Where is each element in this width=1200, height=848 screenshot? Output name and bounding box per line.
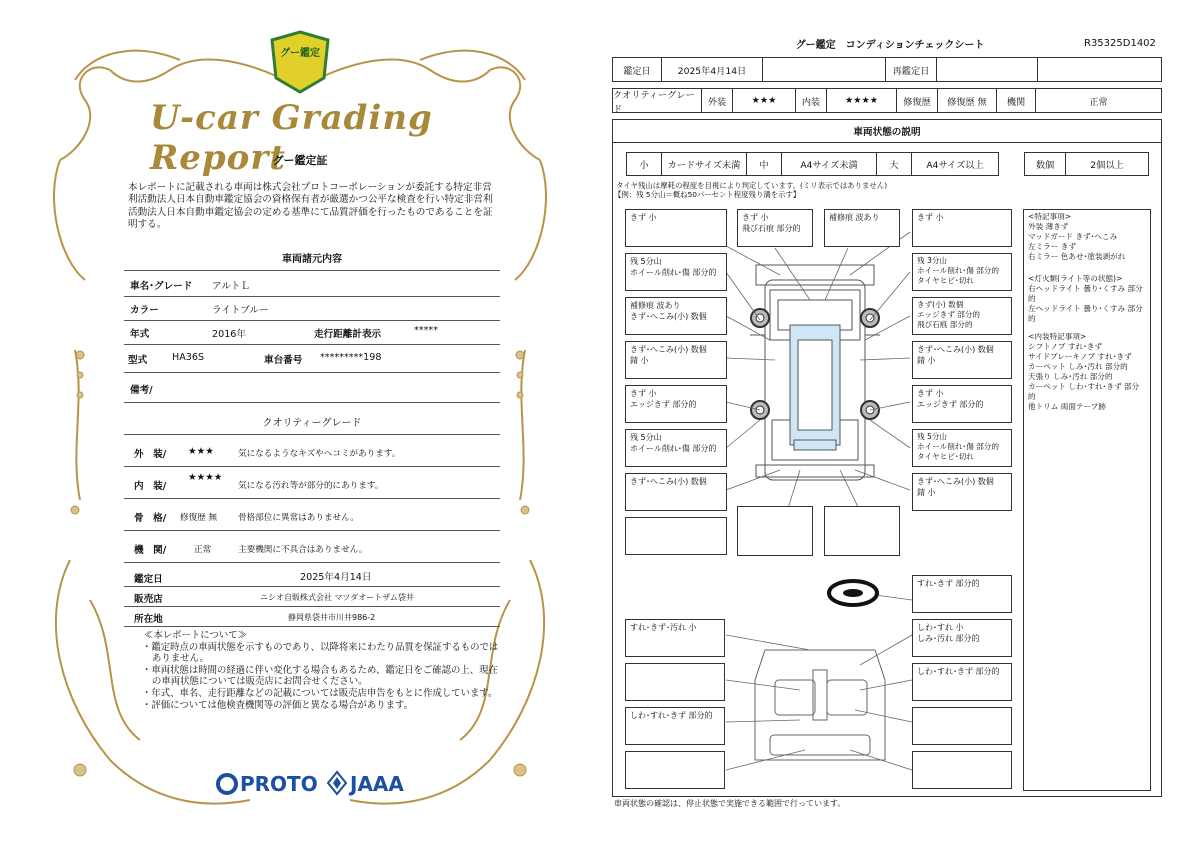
info-row-address — [124, 606, 500, 627]
repair-label: 修復歴 — [896, 88, 938, 113]
exterior-text: 気になるようなキズやヘコミがあります。 — [238, 449, 401, 459]
lights-heading: <灯火類(ライト等の状態)> — [1028, 274, 1123, 283]
interior-label: 内 装/ — [134, 481, 167, 492]
year-value: 2016年 — [212, 329, 247, 340]
date-label: 鑑定日 — [612, 57, 662, 82]
quality-row-frame — [124, 498, 500, 531]
damage-box — [625, 297, 727, 335]
damage-text: きず 小 — [917, 389, 944, 398]
damage-box — [625, 209, 727, 247]
date-label: 鑑定日 — [134, 574, 163, 585]
special-item: シフトノブ すれ･きず — [1028, 342, 1103, 351]
legend-large: 大 — [876, 152, 912, 176]
color-value: ライトブルー — [212, 305, 269, 316]
damage-box — [625, 385, 727, 423]
tire-note-example: 【例：残 5分山＝概ね50パーセント程度残り溝を示す】 — [614, 190, 801, 199]
name-value: アルトＬ — [212, 281, 250, 292]
certificate-title: グー鑑定証 — [272, 154, 328, 167]
damage-text: きず 小 — [917, 213, 944, 222]
quality-grade-label: クオリティーグレード — [612, 88, 702, 113]
frame-text: 骨格部位に異常はありません。 — [238, 513, 359, 523]
mileage-value: ***** — [414, 325, 438, 336]
spec-row-remarks — [124, 372, 500, 403]
proto-logo-text: PROTO — [240, 772, 318, 796]
steering-wheel-icon — [826, 578, 880, 608]
name-label: 車名･グレード — [130, 281, 193, 292]
special-item: 外装 薄きず — [1028, 222, 1069, 231]
address-label: 所在地 — [134, 614, 163, 625]
damage-text: 錆 小 — [630, 356, 649, 365]
damage-box — [625, 341, 727, 379]
damage-box — [824, 209, 900, 247]
damage-text: 飛び石痕 部分的 — [917, 320, 973, 329]
note-item: ・評価については他検査機関等の評価と異なる場合があります。 — [142, 699, 413, 711]
interior-stars: ★★★★ — [188, 472, 223, 483]
damage-text: きず(小) 数個 — [917, 300, 964, 309]
report-script-title: U-car Grading Report — [150, 98, 433, 178]
engine-value: 正常 — [1035, 88, 1162, 113]
damage-text: きず･へこみ(小) 数個 — [917, 477, 994, 486]
exterior-stars: ★★★ — [188, 446, 214, 457]
quality-heading: クオリティーグレード — [262, 418, 362, 429]
damage-text: きず 小 — [742, 213, 769, 222]
damage-box — [737, 506, 813, 556]
special-item: 他トリム 両面テープ跡 — [1028, 402, 1106, 411]
sheet-title: グー鑑定 コンディションチェックシート — [795, 40, 985, 51]
quality-row-engine — [124, 530, 500, 563]
special-heading: <特記事項> — [1028, 212, 1072, 221]
legend-mid: 中 — [746, 152, 782, 176]
note-item: ・鑑定時点の車両状態を示すものであり、以降将来にわたり品質を保証するものではありません。 — [142, 641, 499, 665]
damage-box — [625, 429, 727, 467]
damage-box — [912, 385, 1012, 423]
year-label: 年式 — [130, 329, 150, 340]
damage-text: しわ･すれ･きず 部分的 — [630, 711, 713, 720]
spec-row-name — [124, 272, 500, 297]
interior-stars: ★★★★ — [826, 88, 897, 113]
redate-label: 再鑑定日 — [885, 57, 937, 82]
spec-row-year — [124, 320, 500, 345]
damage-text: エッジきず 部分的 — [917, 310, 981, 319]
damage-box — [912, 341, 1012, 379]
document-id: R35325D1402 — [1084, 38, 1156, 49]
special-item: 天張り しみ･汚れ 部分的 — [1028, 372, 1113, 381]
damage-text: 残 3分山 — [917, 256, 948, 265]
legend-count: 数個 — [1024, 152, 1066, 176]
damage-text: 残 5分山 — [630, 257, 662, 266]
engine-text: 主要機関に不具合はありません。 — [238, 545, 368, 555]
special-item: 左ヘッドライト 曇り･くすみ 部分的 — [1028, 304, 1143, 323]
quality-row-exterior — [124, 436, 500, 467]
damage-text: 飛び石痕 部分的 — [742, 224, 801, 233]
damage-text: 残 5分山 — [630, 433, 662, 442]
mileage-label: 走行距離計表示 — [314, 329, 382, 340]
damage-box — [625, 473, 727, 511]
damage-box — [625, 517, 727, 555]
damage-text: エッジきず 部分的 — [917, 400, 984, 409]
damage-text: ホイール削れ･傷 部分的 — [630, 444, 717, 453]
damage-box — [912, 663, 1012, 701]
damage-text: 錆 小 — [917, 488, 936, 497]
engine-label: 機 関/ — [134, 545, 167, 556]
damage-box — [625, 707, 725, 745]
damage-box — [912, 707, 1012, 745]
damage-box — [912, 209, 1012, 247]
interior-heading: <内装特記事項> — [1028, 332, 1087, 341]
condition-check-sheet — [600, 0, 1200, 848]
special-item: マッドガード きず･へこみ — [1028, 232, 1118, 241]
damage-box — [625, 663, 725, 701]
legend-small: 小 — [626, 152, 662, 176]
damage-text: きず 小 — [630, 213, 657, 222]
damage-text: 補修痕 波あり — [829, 213, 880, 222]
engine-label: 機関 — [996, 88, 1036, 113]
damage-text: タイヤヒビ･切れ — [917, 452, 974, 461]
spec-row-color — [124, 296, 500, 321]
damage-text: 補修痕 波あり — [630, 301, 681, 310]
date-value: 2025年4月14日 — [661, 57, 763, 82]
damage-box — [625, 253, 727, 291]
spec-row-model — [124, 344, 500, 373]
damage-text: エッジきず 部分的 — [630, 400, 697, 409]
legend-mid-desc: A4サイズ未満 — [781, 152, 877, 176]
damage-text: ホイール削れ･傷 部分的 — [917, 266, 999, 275]
interior-text: 気になる汚れ等が部分的にあります。 — [238, 481, 384, 491]
damage-box — [912, 297, 1012, 335]
damage-text: しわ･すれ･きず 部分的 — [917, 667, 1000, 676]
interior-label: 内装 — [795, 88, 827, 113]
damage-text: きず･へこみ(小) 数個 — [630, 312, 707, 321]
damage-text: しわ･すれ 小 — [917, 623, 964, 632]
chassis-value: *********198 — [320, 352, 382, 363]
report-notes — [140, 630, 500, 711]
model-value: HA36S — [172, 352, 205, 363]
damage-text: きず･へこみ(小) 数個 — [917, 345, 994, 354]
special-item: 左ミラー きず — [1028, 242, 1076, 251]
damage-box — [912, 751, 1012, 789]
model-label: 型式 — [128, 355, 148, 366]
jaaa-logo-text: JAAA — [350, 772, 404, 796]
chassis-label: 車台番号 — [264, 355, 303, 366]
legend-large-desc: A4サイズ以上 — [911, 152, 999, 176]
goo-badge-icon — [272, 32, 328, 92]
exterior-stars: ★★★ — [732, 88, 796, 113]
damage-text: きず 小 — [630, 389, 657, 398]
damage-box — [912, 253, 1012, 291]
legend-small-desc: カードサイズ未満 — [661, 152, 747, 176]
note-item: ・車両状態は時間の経過に伴い変化する場合もあるため、鑑定日をご確認の上、現在の車両状態については販売店にお問合せください。 — [142, 664, 498, 688]
divider — [124, 270, 500, 271]
damage-text: タイヤヒビ･切れ — [917, 276, 974, 285]
jaaa-logo-icon — [326, 770, 348, 796]
damage-box — [625, 619, 725, 657]
exterior-label: 外 装/ — [134, 449, 167, 460]
car-interior-diagram — [745, 640, 895, 770]
damage-text: すれ･きず 部分的 — [917, 579, 980, 588]
special-item: サイドブレーキノブ すれ･きず — [1028, 352, 1132, 361]
special-item: 右ヘッドライト 曇り･くすみ 部分的 — [1028, 284, 1143, 303]
note-item: ・年式、車名、走行距離などの記載については販売店申告をもとに作成しています。 — [142, 687, 498, 699]
damage-box — [912, 473, 1012, 511]
damage-box — [912, 619, 1012, 657]
damage-box — [824, 506, 900, 556]
damage-text: きず･へこみ(小) 数個 — [630, 477, 707, 486]
exterior-label: 外装 — [701, 88, 733, 113]
address-value: 静岡県袋井市川井986-2 — [288, 613, 376, 622]
damage-box — [912, 429, 1012, 467]
status-heading: 車両状態の説明 — [612, 119, 1162, 143]
repair-value: 修復歴 無 — [937, 88, 997, 113]
tire-note: タイヤ残山は摩耗の程度を目視により判定しています。(ミリ表示ではありません) — [616, 181, 888, 190]
damage-text: きず･へこみ(小) 数個 — [630, 345, 707, 354]
proto-logo-icon — [216, 773, 238, 795]
info-row-shop — [124, 586, 500, 607]
special-notes-panel — [1023, 209, 1151, 791]
date-value: 2025年4月14日 — [300, 572, 372, 583]
shop-value: ニシオ自販株式会社 マツダオートザム袋井 — [260, 593, 414, 602]
damage-box — [912, 575, 1012, 613]
quality-row-interior — [124, 466, 500, 499]
damage-box — [737, 209, 813, 247]
color-label: カラー — [130, 305, 159, 316]
frame-label: 骨 格/ — [134, 513, 167, 524]
damage-text: 残 5分山 — [917, 432, 948, 441]
special-item: カーペット しわ･すれ･きず 部分的 — [1028, 382, 1140, 401]
frame-value: 修復歴 無 — [180, 513, 218, 523]
info-row-date — [124, 566, 500, 587]
certificate-text: 本レポートに記載される車両は株式会社プロトコーポレーションが委託する特定非営利活動法人日本自動車鑑定協会の資格保有者が厳選かつ公平な検査を行い特定非営利活動法人日本自動車鑑定協会の定める基準にて品質評価を行ったものであることを証明する。 — [128, 182, 493, 231]
damage-text: すれ･きず･汚れ 小 — [630, 623, 697, 632]
spec-heading: 車両諸元内容 — [282, 254, 342, 265]
badge-text: グー鑑定 — [280, 48, 320, 59]
damage-text: 錆 小 — [917, 356, 936, 365]
notes-heading: ≪本レポートについて≫ — [144, 630, 247, 641]
damage-box — [625, 751, 725, 789]
engine-value: 正常 — [194, 545, 212, 555]
damage-text: しみ･汚れ 部分的 — [917, 634, 980, 643]
remarks-label: 備考/ — [130, 385, 153, 396]
divider — [124, 434, 500, 435]
special-item: 右ミラー 色あせ･塗装剥がれ — [1028, 252, 1126, 261]
footer-note: 車両状態の確認は、停止状態で実施できる範囲で行っています。 — [614, 799, 846, 808]
damage-text: ホイール削れ･傷 部分的 — [630, 268, 717, 277]
damage-text: ホイール削れ･傷 部分的 — [917, 442, 999, 451]
legend-count-desc: 2個以上 — [1065, 152, 1149, 176]
shop-label: 販売店 — [134, 594, 163, 605]
special-item: カーペット しみ･汚れ 部分的 — [1028, 362, 1128, 371]
